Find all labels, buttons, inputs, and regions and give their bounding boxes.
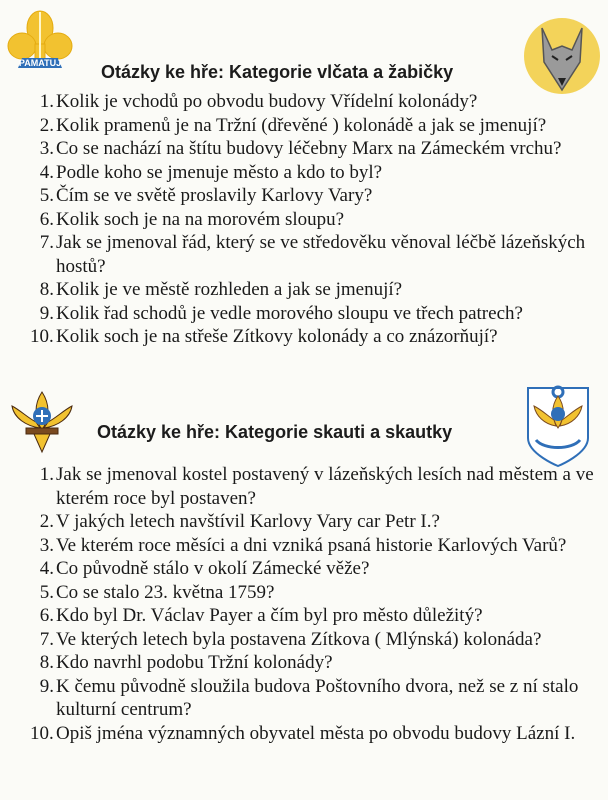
question-text: Kdo navrhl podobu Tržní kolonády? [56, 652, 333, 673]
list-item: 7. Ve kterých letech byla postavena Zítkova ( Mlýnská) kolonáda? [39, 628, 542, 650]
question-text: Kolik řad schodů je vedle morového sloupu ve třech patrech? [56, 302, 523, 324]
list-item: 4. Co původně stálo v okolí Zámecké věže? [39, 558, 370, 579]
question-text: Jak se jmenoval kostel postavený v lázeňských lesích nad městem a ve kterém roce byl postaven? [56, 464, 594, 509]
question-text: Co původně stálo v okolí Zámecké věže? [56, 558, 370, 579]
question-text: Kolik je ve městě rozhleden a jak se jmenují? [56, 279, 403, 300]
logo-label: PAMATUJ [18, 58, 62, 68]
list-item: 8. Kolik je ve městě rozhleden a jak se jmenují? [39, 279, 403, 300]
list-item: 7. Jak se jmenoval řád, který se ve středověku věnoval léčbě lázeňských hostů? [39, 232, 586, 277]
question-text: Čím se ve světě proslavily Karlovy Vary? [56, 185, 373, 206]
question-text: Jak se jmenoval řád, který se ve středověku věnoval léčbě lázeňských hostů? [56, 232, 586, 277]
question-list [18, 90, 604, 349]
list-item: 2. V jakých letech navštívil Karlovy Vary car Petr I.? [39, 511, 440, 532]
question-text: Opiš jména významných obyvatel města po obvodu budovy Lázní I. [56, 722, 576, 744]
section-title: Otázky ke hře: Kategorie vlčata a žabičky [101, 62, 454, 82]
list-item: 9. Kolik řad schodů je vedle morového sloupu ve třech patrech? [39, 302, 523, 324]
question-text: Ve kterých letech byla postavena Zítkova ( Mlýnská) kolonáda? [56, 628, 542, 650]
wolf-head-icon [522, 16, 602, 96]
list-item: 5. Čím se ve světě proslavily Karlovy Vary? [39, 185, 373, 206]
trefoil-pamatuj-icon [2, 6, 78, 86]
list-item: 5. Co se stalo 23. května 1759? [39, 581, 275, 603]
anchor-fleur-de-lis-icon [524, 382, 592, 468]
list-item: 6. Kolik soch je na na morovém sloupu? [39, 208, 345, 230]
list-item: 4. Podle koho se jmenuje město a kdo to byl? [39, 161, 383, 183]
question-text: V jakých letech navštívil Karlovy Vary car Petr I.? [56, 511, 440, 532]
question-text: Kolik soch je na na morovém sloupu? [56, 208, 345, 230]
list-item: 9. K čemu původně sloužila budova Poštovního dvora, než se z ní stalo kulturní centrum? [39, 675, 579, 720]
question-text: Kdo byl Dr. Václav Payer a čím byl pro město důležitý? [56, 605, 483, 626]
list-item: 1. Jak se jmenoval kostel postavený v lázeňských lesích nad městem a ve kterém roce byl postaven? [39, 464, 594, 509]
question-text: Kolik je vchodů po obvodu budovy Vřídelní kolonády? [56, 91, 478, 112]
question-text: Co se stalo 23. května 1759? [56, 581, 275, 603]
list-item: 10. Kolik soch je na střeše Zítkovy kolonády a co znázorňují? [30, 326, 498, 347]
list-item: 2. Kolik pramenů je na Tržní (dřevěné ) kolonádě a jak se jmenují? [39, 114, 547, 136]
question-text: Co se nachází na štítu budovy léčebny Marx na Zámeckém vrchu? [56, 138, 562, 159]
list-item: 3. Ve kterém roce měsíci a dni vzniká psaná historie Karlových Varů? [39, 534, 567, 556]
list-item: 8. Kdo navrhl podobu Tržní kolonády? [39, 652, 333, 673]
question-text: K čemu původně sloužila budova Poštovního dvora, než se z ní stalo kulturní centrum? [56, 675, 579, 720]
question-text: Kolik soch je na střeše Zítkovy kolonády a co znázorňují? [56, 326, 498, 347]
list-item: 3. Co se nachází na štítu budovy léčebny Marx na Zámeckém vrchu? [39, 138, 562, 159]
question-text: Kolik pramenů je na Tržní (dřevěné ) kolonádě a jak se jmenují? [56, 114, 547, 136]
list-item: 10. Opiš jména významných obyvatel města po obvodu budovy Lázní I. [30, 722, 576, 744]
question-text: Ve kterém roce měsíci a dni vzniká psaná historie Karlových Varů? [56, 534, 567, 556]
section-title: Otázky ke hře: Kategorie skauti a skautky [97, 422, 453, 442]
list-item: 1. Kolik je vchodů po obvodu budovy Vřídelní kolonády? [39, 91, 478, 112]
list-item: 6. Kdo byl Dr. Václav Payer a čím byl pro město důležitý? [39, 605, 483, 626]
question-text: Podle koho se jmenuje město a kdo to byl? [56, 161, 383, 183]
question-list [18, 463, 604, 745]
fleur-de-lis-icon [6, 388, 78, 458]
